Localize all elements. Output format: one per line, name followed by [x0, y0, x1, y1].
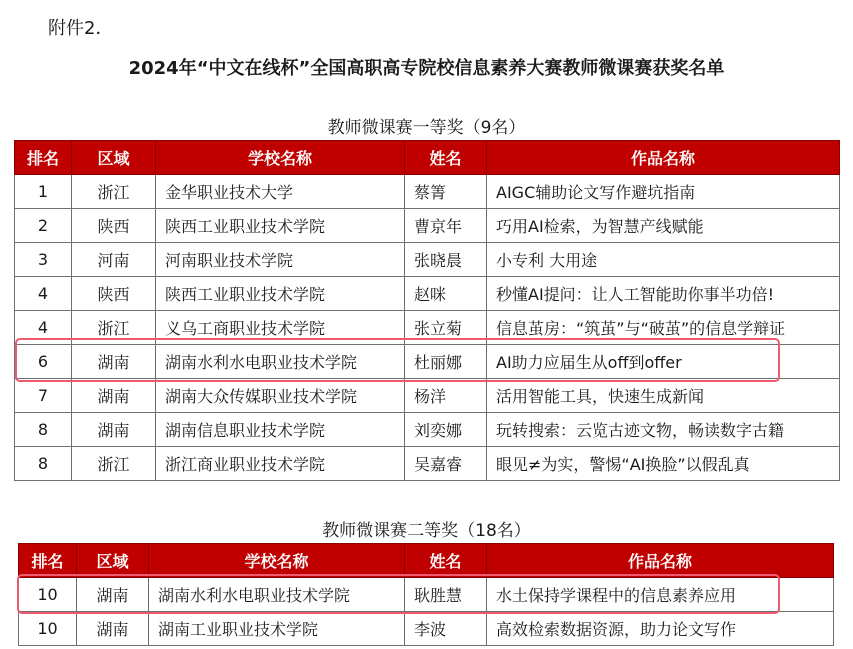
column-header-school: 学校名称	[156, 141, 405, 175]
column-header-name: 姓名	[405, 141, 487, 175]
table-row	[15, 277, 840, 311]
column-header-school: 学校名称	[149, 544, 405, 578]
cell-work: 信息茧房：“筑茧”与“破茧”的信息学辩证	[487, 311, 840, 345]
cell-region: 陕西	[72, 209, 156, 243]
cell-region: 浙江	[72, 311, 156, 345]
cell-region: 湖南	[72, 379, 156, 413]
table-header-row	[19, 544, 834, 578]
table-row	[19, 578, 834, 612]
cell-rank: 4	[15, 311, 72, 345]
cell-work: 巧用AI检索，为智慧产线赋能	[487, 209, 840, 243]
cell-region: 湖南	[72, 345, 156, 379]
cell-rank: 10	[19, 578, 77, 612]
cell-region: 陕西	[72, 277, 156, 311]
cell-rank: 10	[19, 612, 77, 646]
cell-rank: 6	[15, 345, 72, 379]
table-row	[15, 447, 840, 481]
document-title: 2024年“中文在线杯”全国高职高专院校信息素养大赛教师微课赛获奖名单	[128, 58, 725, 79]
cell-name: 张立菊	[405, 311, 487, 345]
cell-school: 湖南大众传媒职业技术学院	[156, 379, 405, 413]
table-row	[15, 413, 840, 447]
cell-rank: 3	[15, 243, 72, 277]
cell-work: AIGC辅助论文写作避坑指南	[487, 175, 840, 209]
cell-name: 刘奕娜	[405, 413, 487, 447]
cell-name: 耿胜慧	[405, 578, 487, 612]
cell-name: 吴嘉睿	[405, 447, 487, 481]
attachment-label: 附件2．	[48, 18, 114, 39]
cell-region: 河南	[72, 243, 156, 277]
cell-work: 秒懂AI提问：让人工智能助你事半功倍!	[487, 277, 840, 311]
cell-school: 浙江商业职业技术学院	[156, 447, 405, 481]
cell-school: 陕西工业职业技术学院	[156, 209, 405, 243]
table-row	[15, 243, 840, 277]
cell-work: 玩转搜索：云览古迹文物，畅读数字古籍	[487, 413, 840, 447]
second-prize-table	[18, 543, 834, 646]
column-header-name: 姓名	[405, 544, 487, 578]
cell-region: 湖南	[72, 413, 156, 447]
first-prize-heading: 教师微课赛一等奖（9名）	[327, 118, 526, 138]
column-header-region: 区域	[72, 141, 156, 175]
column-header-work: 作品名称	[487, 141, 840, 175]
cell-name: 蔡箐	[405, 175, 487, 209]
cell-rank: 4	[15, 277, 72, 311]
cell-work: 水土保持学课程中的信息素养应用	[487, 578, 834, 612]
cell-region: 湖南	[77, 578, 149, 612]
cell-work: 高效检索数据资源，助力论文写作	[487, 612, 834, 646]
cell-rank: 7	[15, 379, 72, 413]
cell-name: 李波	[405, 612, 487, 646]
table-row	[15, 379, 840, 413]
cell-region: 湖南	[77, 612, 149, 646]
cell-name: 曹京年	[405, 209, 487, 243]
column-header-work: 作品名称	[487, 544, 834, 578]
table-row	[15, 311, 840, 345]
cell-region: 浙江	[72, 175, 156, 209]
column-header-rank: 排名	[19, 544, 77, 578]
cell-name: 张晓晨	[405, 243, 487, 277]
cell-school: 陕西工业职业技术学院	[156, 277, 405, 311]
cell-school: 河南职业技术学院	[156, 243, 405, 277]
cell-work: AI助力应届生从off到offer	[487, 345, 840, 379]
cell-work: 小专利 大用途	[487, 243, 840, 277]
cell-region: 浙江	[72, 447, 156, 481]
cell-work: 活用智能工具，快速生成新闻	[487, 379, 840, 413]
table-row	[15, 345, 840, 379]
cell-school: 湖南水利水电职业技术学院	[149, 578, 405, 612]
cell-school: 湖南工业职业技术学院	[149, 612, 405, 646]
cell-name: 杨洋	[405, 379, 487, 413]
cell-work: 眼见≠为实，警惕“AI换脸”以假乱真	[487, 447, 840, 481]
cell-rank: 8	[15, 413, 72, 447]
table-row	[19, 612, 834, 646]
cell-rank: 2	[15, 209, 72, 243]
first-prize-table	[14, 140, 840, 481]
cell-name: 杜丽娜	[405, 345, 487, 379]
second-prize-heading: 教师微课赛二等奖（18名）	[322, 521, 531, 541]
cell-rank: 1	[15, 175, 72, 209]
cell-school: 湖南信息职业技术学院	[156, 413, 405, 447]
column-header-rank: 排名	[15, 141, 72, 175]
cell-name: 赵咪	[405, 277, 487, 311]
cell-school: 金华职业技术大学	[156, 175, 405, 209]
table-row	[15, 209, 840, 243]
cell-rank: 8	[15, 447, 72, 481]
table-header-row	[15, 141, 840, 175]
table-row	[15, 175, 840, 209]
column-header-region: 区域	[77, 544, 149, 578]
cell-school: 湖南水利水电职业技术学院	[156, 345, 405, 379]
cell-school: 义乌工商职业技术学院	[156, 311, 405, 345]
